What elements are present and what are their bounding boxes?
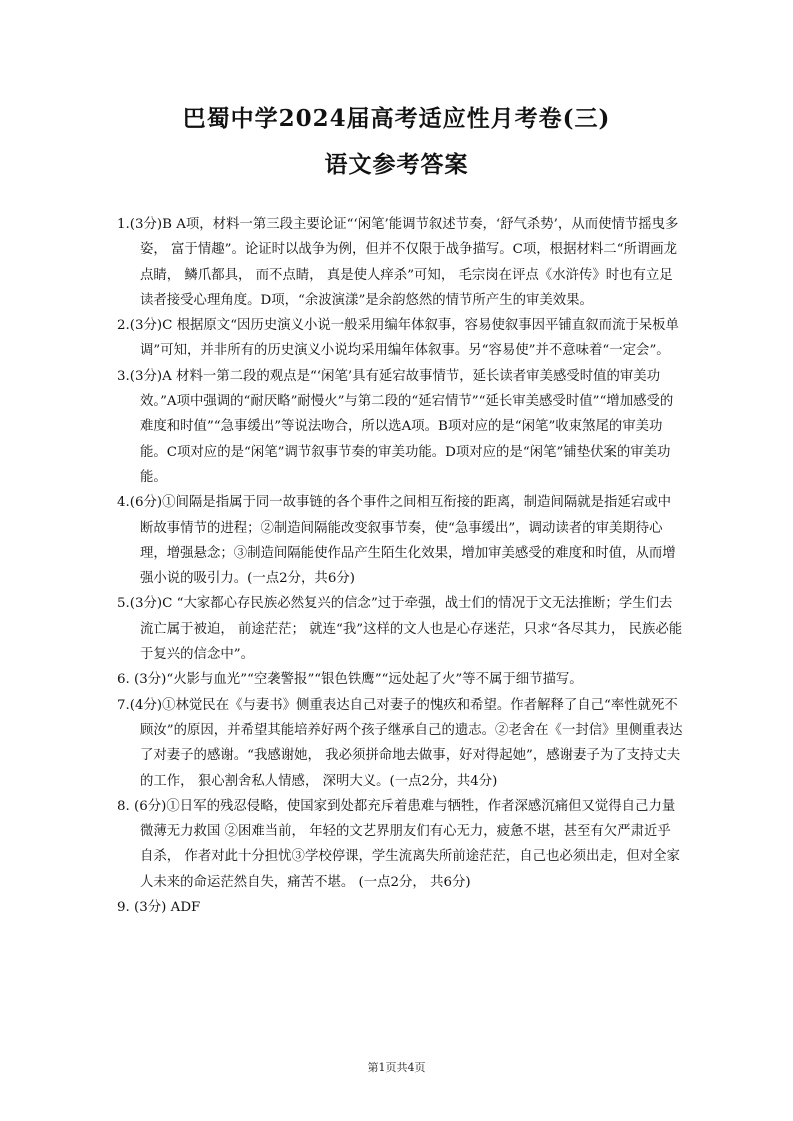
answer-item-9: 9. (3分) ADF [117, 900, 201, 916]
answer-item-7: 7.(4分)①林觉民在《与妻书》侧重表达自己对妻子的愧疚和希望。作者解释了自己“率性就死不顾汝”的原因，并希望其能培养好两个孩子继承自己的遗志。②老舍在《一封信》里侧重表达了对妻子的感谢。“我感谢她， 我必须拼命地去做事，好对得起她”，感谢妻子为了支持丈夫的工作， 狠心割舍私人情感， 深明大义。(一点2分，共4分) [117, 697, 683, 789]
answer-item-5: 5.(3分)C “大家都心存民族必然复兴的信念”过于牵强，战士们的情况于文无法推断；学生们去流亡属于被迫， 前途茫茫； 就连“我”这样的文人也是心存迷茫，只求“各尽其力， 民族必能于复兴的信念中”。 [117, 596, 683, 663]
answer-item-6: 6. (3分)“火影与血光”“空袭警报”“银色铁鹰”“远处起了火”等不属于细节描写。 [117, 672, 583, 688]
answer-item-3: 3.(3分)A 材料一第二段的观点是“‘闲笔’具有延宕故事情节，延长读者审美感受时值的审美功效。”A项中强调的“耐厌略”耐慢火”与第二段的“延宕情节”“延长审美感受时值”“增加感受的难度和时值”“急事缓出”等说法吻合，所以选A项。B项对应的是“闲笔”收束煞尾的审美功能。C项对应的是“闲笔”调节叙事节奏的审美功能。D项对应的是“闲笔”铺垫伏案的审美功能。 [117, 368, 674, 485]
answer-item-1: 1.(3分)B A项，材料一第三段主要论证“‘闲笔’能调节叙述节奏，‘舒气杀势’，从而使情节摇曳多姿， 富于情趣”。论证时以战争为例，但并不仅限于战争描写。C项，根据材料二“所谓画龙点睛， 鳞爪都具， 而不点睛， 真是使人痒杀”可知， 毛宗岗在评点《水浒传》时也有立足读者接受心理角度。D项，“余波演漾”是余韵悠然的情节所产生的审美效果。 [117, 217, 679, 308]
page-subtitle: 语文参考答案 [324, 151, 469, 178]
answer-item-2: 2.(3分)C 根据原文“因历史演义小说一般采用编年体叙事，容易使叙事因平铺直叙而流于呆板单调”可知，并非所有的历史演义小说均采用编年体叙事。另“容易使”并不意味着“一定会”。 [117, 318, 679, 359]
page-footer: 第1页共4页 [367, 1061, 426, 1074]
answer-item-4: 4.(6分)①间隔是指属于同一故事链的各个事件之间相互衔接的距离，制造间隔就是指延宕或中断故事情节的进程；②制造间隔能改变叙事节奏，使“急事缓出”，调动读者的审美期待心理，增强悬念；③制造间隔能使作品产生陌生化效果，增加审美感受的难度和时值，从而增强小说的吸引力。(一点2分，共6分) [117, 495, 676, 587]
answer-list [117, 212, 683, 920]
answer-item-8: 8. (6分)①日军的残忍侵略，使国家到处都充斥着患难与牺牲，作者深感沉痛但又觉得自己力量微薄无力救国 ②困难当前， 年轻的文艺界朋友们有心无力，疲惫不堪，甚至有欠严肃近乎自杀， 作者对此十分担忧③学校停课，学生流离失所前途茫茫，自己也必须出走，但对全家人未来的命运茫然自失，痛苦不堪。 (一点2分， 共6分) [117, 798, 680, 890]
page-title: 巴蜀中学2024届高考适应性月考卷(三) [182, 105, 611, 132]
